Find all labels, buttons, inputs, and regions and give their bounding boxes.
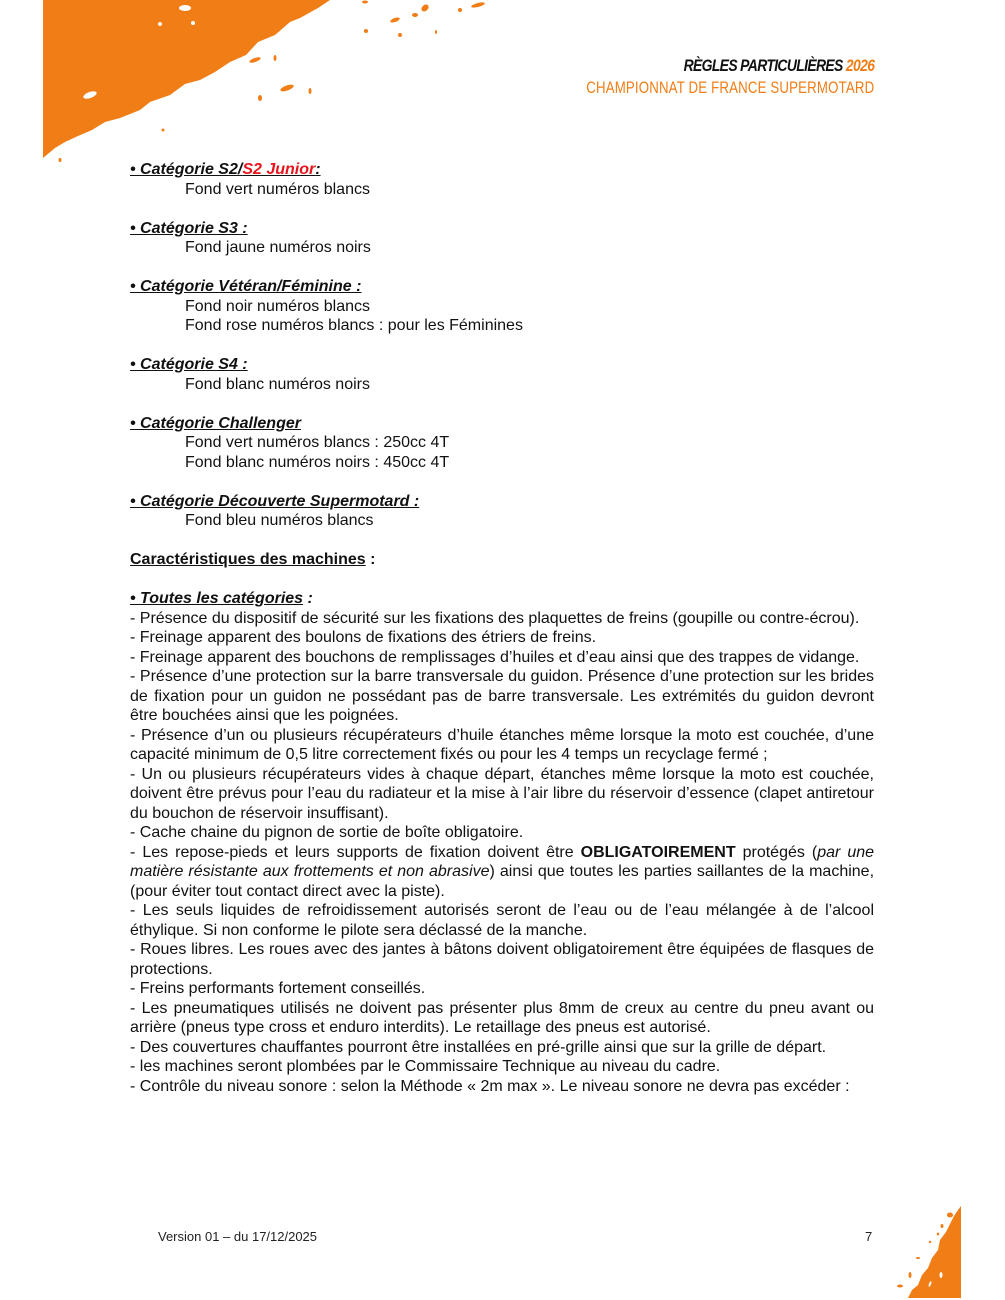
rule-text: - Les repose-pieds et leurs supports de fixation doivent être (130, 843, 581, 861)
category-title: • Catégorie S3 : (130, 219, 248, 237)
category-line: Fond bleu numéros blancs (185, 512, 374, 529)
category-title: • Catégorie S4 : (130, 356, 248, 373)
all-categories-subtitle (130, 589, 874, 609)
header-year: 2026 (845, 56, 874, 75)
category-title: • Catégorie Découverte Supermotard : (130, 492, 420, 510)
rule-item: - Les pneumatiques utilisés ne doivent pas présenter plus 8mm de creux au centre du pneu avant ou arrière (pneus type cross et enduro interdits). Le retaillage des pneus est autorisé. (130, 999, 874, 1036)
rule-item: - Présence d’une protection sur la barre transversale du guidon. Présence d’une protection sur les brides de fixation pour un guidon ne possédant pas de barre transversale. Les extrémités du guidon devront être bouchées ainsi que les poignées. (130, 668, 874, 724)
rule-item: - Des couvertures chauffantes pourront être installées en pré-grille ainsi que sur la grille de départ. (130, 1038, 827, 1056)
category-s2 (130, 160, 874, 199)
header-subtitle: CHAMPIONNAT DE FRANCE SUPERMOTARD (585, 78, 874, 97)
rule-item: - Freins performants fortement conseillés. (130, 980, 426, 997)
document-header (505, 56, 874, 100)
category-challenger (130, 414, 874, 473)
category-line: Fond vert numéros blancs : 250cc 4T (185, 434, 450, 451)
machines-section-title (130, 550, 874, 570)
rule-item: - Roues libres. Les roues avec des jantes à bâtons doivent obligatoirement être équipées de flasques de protections. (130, 941, 874, 978)
category-line: Fond jaune numéros noirs (185, 239, 371, 256)
rule-text: ) ainsi que toutes les parties saillantes de la machine, (pour éviter tout contact direct avec la piste). (130, 863, 875, 900)
all-categories-subtitle-suffix: : (303, 590, 313, 607)
rule-emphasis-italic: par une matière résistante aux frottements et non abrasive (130, 843, 875, 880)
category-s3 (130, 219, 874, 258)
rule-item: - Présence d’un ou plusieurs récupérateurs d’huile étanches même lorsque la moto est couchée, d’une capacité minimum de 0,5 litre correctement fixés ou pour les 4 temps un recyclage fermé ; (130, 726, 874, 763)
header-title (571, 56, 874, 76)
machines-title-suffix: : (365, 551, 376, 568)
rule-item: - Freinage apparent des boulons de fixations des étriers de freins. (130, 629, 597, 646)
category-title-prefix: • Catégorie S2/ (130, 161, 243, 178)
category-line: Fond rose numéros blancs : pour les Féminines (185, 317, 523, 334)
category-line: Fond blanc numéros noirs (185, 375, 370, 393)
category-title: • Catégorie Challenger (130, 414, 301, 432)
rule-text: protégés ( (735, 843, 818, 861)
all-categories-subtitle-text: • Toutes les catégories (130, 590, 304, 607)
category-decouverte (130, 492, 874, 531)
category-line: Fond noir numéros blancs (185, 297, 370, 315)
category-title (130, 160, 874, 180)
rule-item: - Les seuls liquides de refroidissement autorisés seront de l’eau ou de l’eau mélangée à de l’alcool éthylique. Si non conforme le pilote sera déclassé de la manche. (130, 902, 874, 939)
category-title: • Catégorie Vétéran/Féminine : (130, 278, 362, 295)
machines-title-text: Caractéristiques des machines (130, 551, 366, 568)
rule-item: - les machines seront plombées par le Commissaire Technique au niveau du cadre. (130, 1058, 721, 1075)
rule-item: - Freinage apparent des bouchons de remplissages d’huiles et d’eau ainsi que des trappes de vidange. (130, 648, 860, 666)
orange-splash-decoration-bottom (880, 1190, 1005, 1300)
document-body (130, 160, 874, 1096)
category-title-highlight: S2 Junior (242, 161, 316, 178)
header-title-text: RÈGLES PARTICULIÈRES (683, 56, 843, 75)
category-line: Fond vert numéros blancs (185, 180, 370, 198)
footer-version: Version 01 – du 17/12/2025 (158, 1229, 318, 1244)
category-title-suffix: : (315, 161, 321, 178)
rule-item: - Cache chaine du pignon de sortie de boîte obligatoire. (130, 824, 524, 841)
rules-list (130, 609, 874, 1097)
rule-item: - Un ou plusieurs récupérateurs vides à chaque départ, étanches même lorsque la moto est couchée, doivent être prévus pour l’eau du radiateur et la mise à l’air libre du réservoir d’essence (clapet antiretour du bouchon de réservoir insuffisant). (130, 765, 874, 822)
rule-emphasis-bold: OBLIGATOIREMENT (580, 843, 736, 861)
category-s4 (130, 355, 874, 394)
category-veteran-feminine (130, 277, 874, 336)
category-line: Fond blanc numéros noirs : 450cc 4T (185, 453, 450, 471)
rule-item: - Présence du dispositif de sécurité sur les fixations des plaquettes de freins (goupille ou contre-écrou). (130, 609, 860, 627)
page-number: 7 (865, 1229, 873, 1244)
rule-item-footrests (130, 843, 874, 902)
rule-item: - Contrôle du niveau sonore : selon la Méthode « 2m max ». Le niveau sonore ne devra pas excéder : (130, 1077, 850, 1095)
